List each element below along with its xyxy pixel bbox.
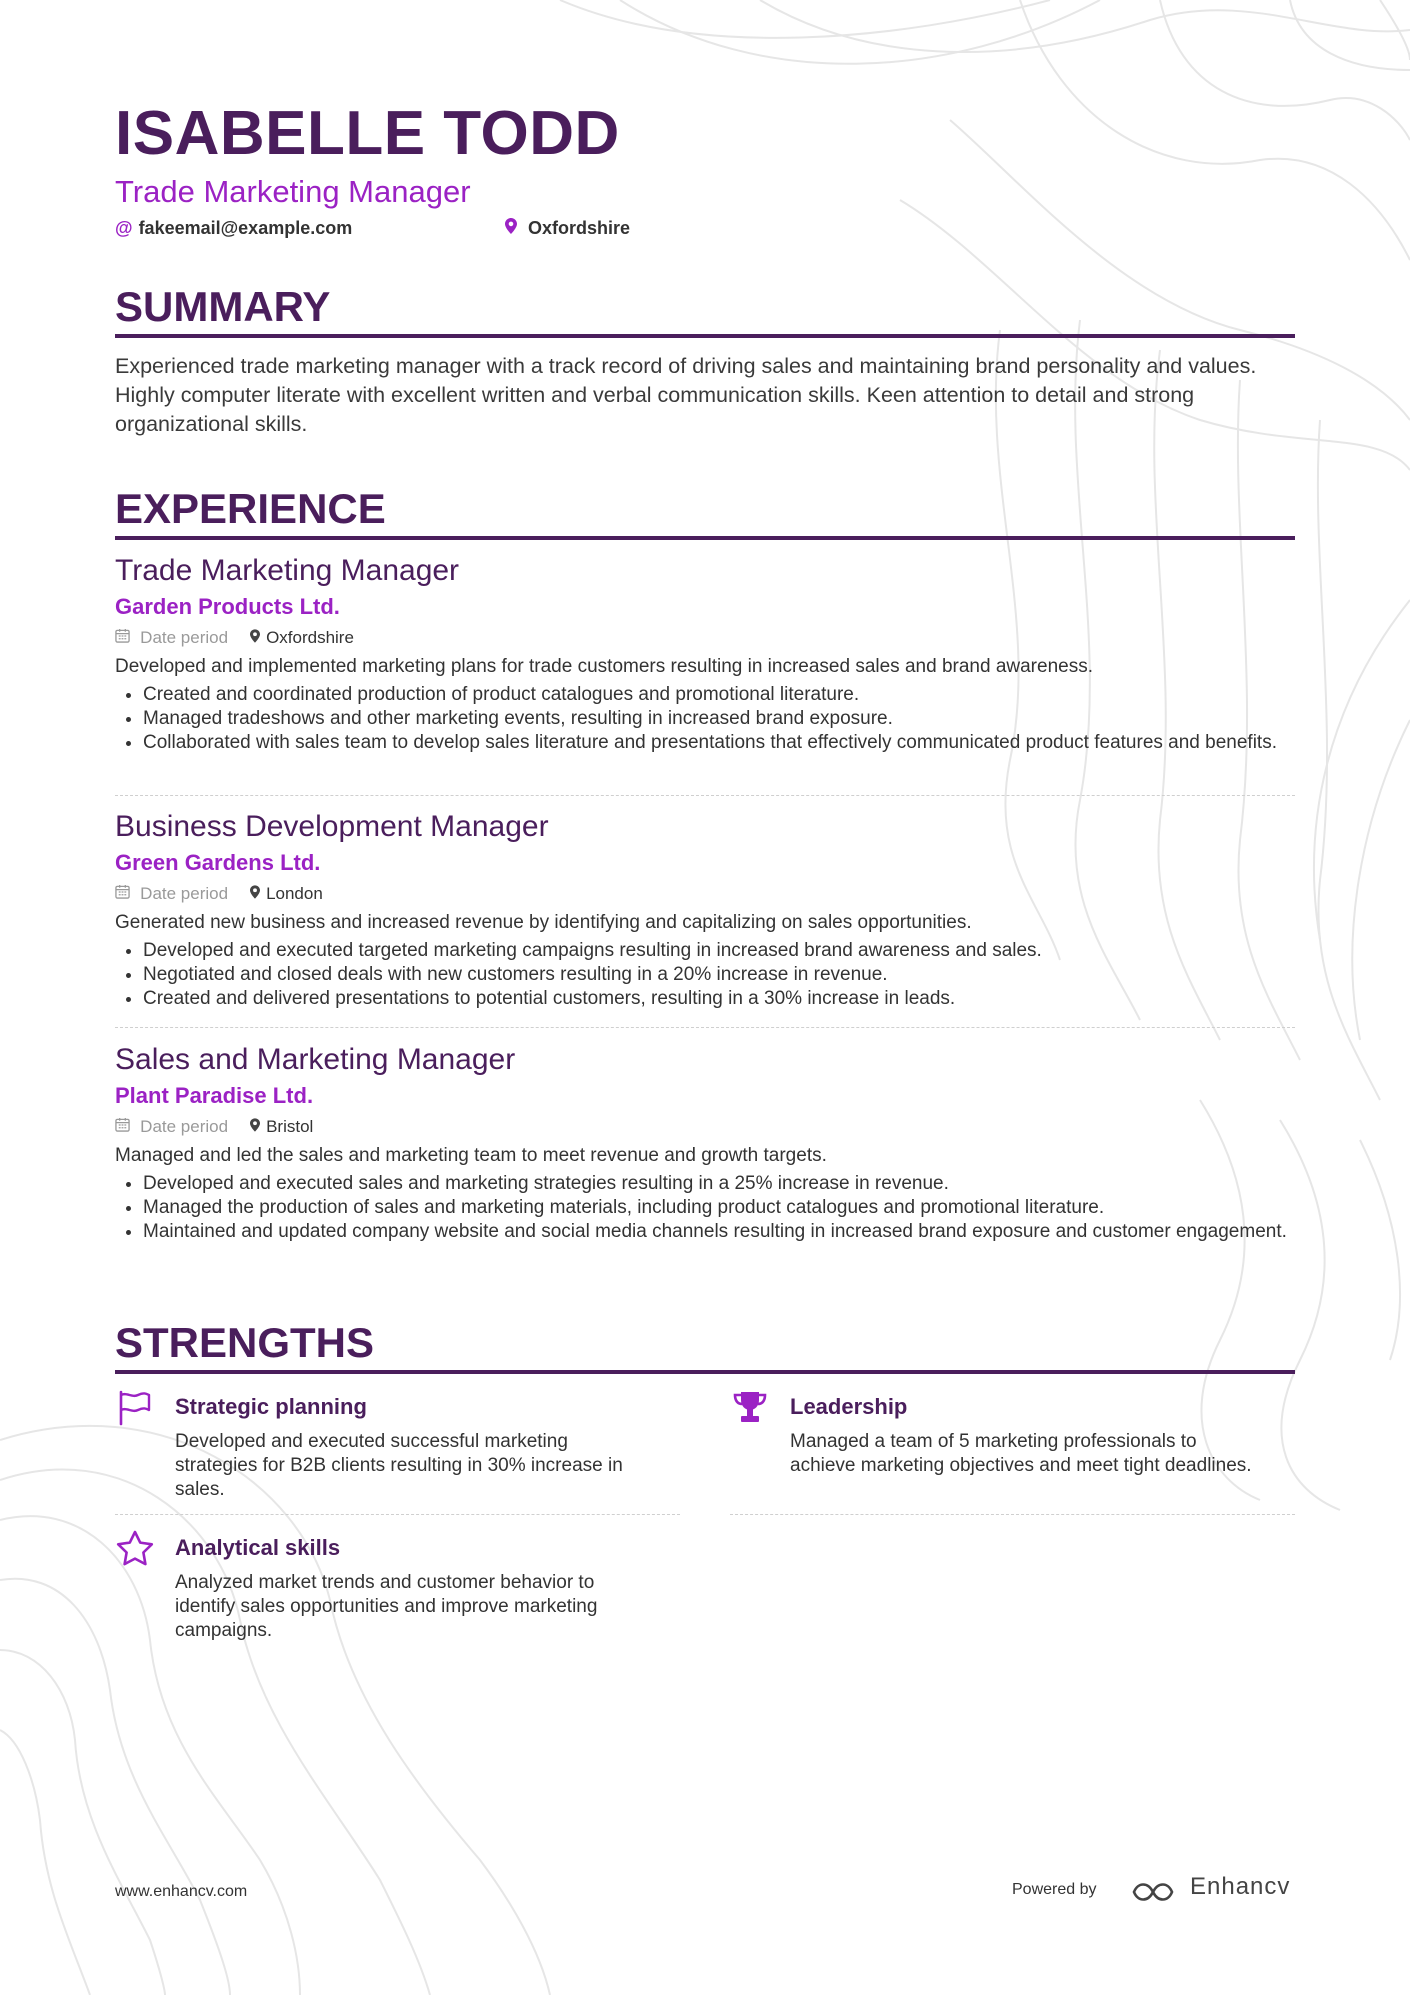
job-bullets: [115, 939, 1295, 1011]
strength-description: Analyzed market trends and customer behavior to identify sales opportunities and improve marketing campaigns.: [175, 1572, 598, 1641]
job-bullet: • Developed and executed targeted marketing campaigns resulting in increased brand awareness and sales.: [143, 939, 1295, 963]
experience-item: [115, 1041, 1295, 1244]
calendar-icon: [115, 630, 134, 647]
job-divider: [115, 1027, 1295, 1028]
job-company: Garden Products Ltd.: [115, 594, 340, 619]
strength-title: Leadership: [790, 1394, 908, 1419]
strength-divider: [115, 1514, 680, 1515]
job-date: Date period: [140, 1117, 229, 1136]
job-bullet: • Created and coordinated production of product catalogues and promotional literature.: [143, 683, 1295, 707]
candidate-title: Trade Marketing Manager: [115, 174, 471, 209]
location-pin-icon: [250, 886, 260, 903]
calendar-icon: [115, 886, 134, 903]
strength-description: Managed a team of 5 marketing professionals to achieve marketing objectives and meet tight deadlines.: [790, 1431, 1252, 1476]
job-bullet: • Developed and executed sales and marketing strategies resulting in a 25% increase in revenue.: [143, 1172, 1295, 1196]
contact-email[interactable]: [115, 216, 352, 240]
location-pin-icon: [250, 1119, 260, 1136]
job-date: Date period: [140, 884, 229, 903]
job-bullets: [115, 1172, 1295, 1244]
job-location: Oxfordshire: [266, 628, 354, 647]
location-pin-icon: [250, 630, 260, 647]
job-bullet: • Maintained and updated company website and social media channels resulting in increased brand exposure and customer engagement.: [143, 1220, 1295, 1244]
candidate-name: ISABELLE TODD: [115, 99, 620, 168]
at-icon: @: [115, 218, 133, 238]
location-text: Oxfordshire: [528, 218, 631, 238]
job-meta: [115, 1115, 1295, 1140]
job-bullet: • Negotiated and closed deals with new customers resulting in a 20% increase in revenue.: [143, 963, 1295, 987]
calendar-icon: [115, 1119, 134, 1136]
job-bullet: • Created and delivered presentations to potential customers, resulting in a 30% increase in leads.: [143, 987, 1295, 1011]
job-location: Bristol: [266, 1117, 314, 1136]
job-role: Business Development Manager: [115, 810, 549, 843]
brand-name: Enhancv: [1190, 1873, 1291, 1900]
section-title-strengths: STRENGTHS: [115, 1318, 1295, 1374]
job-divider: [115, 795, 1295, 796]
location-pin-icon: [505, 218, 522, 238]
job-description: Generated new business and increased revenue by identifying and capitalizing on sales opportunities.: [115, 912, 972, 933]
strength-description: Developed and executed successful marketing strategies for B2B clients resulting in 30% increase in sales.: [175, 1431, 623, 1500]
job-company: Green Gardens Ltd.: [115, 850, 321, 875]
contact-location: [505, 216, 630, 240]
job-description: Developed and implemented marketing plans for trade customers resulting in increased sales and brand awareness.: [115, 656, 1093, 677]
strength-divider: [730, 1514, 1295, 1515]
job-bullet: • Collaborated with sales team to develop sales literature and presentations that effectively communicated product features and benefits.: [143, 731, 1295, 755]
section-title-summary: SUMMARY: [115, 282, 1295, 338]
email-text: fakeemail@example.com: [138, 218, 353, 238]
job-date: Date period: [140, 628, 229, 647]
job-meta: [115, 626, 1295, 651]
experience-item: [115, 808, 1295, 1011]
job-bullets: [115, 683, 1295, 755]
job-bullet: • Managed tradeshows and other marketing events, resulting in increased brand exposure.: [143, 707, 1295, 731]
flag-icon: [115, 1388, 155, 1428]
strength-title: Analytical skills: [175, 1535, 341, 1560]
powered-by-label: Powered by: [1012, 1881, 1097, 1898]
job-role: Trade Marketing Manager: [115, 554, 460, 587]
footer-url[interactable]: www.enhancv.com: [115, 1883, 248, 1900]
job-location: London: [266, 884, 323, 903]
job-role: Sales and Marketing Manager: [115, 1043, 516, 1076]
job-meta: [115, 882, 1295, 907]
star-icon: [115, 1529, 155, 1569]
trophy-icon: [730, 1388, 770, 1428]
job-description: Managed and led the sales and marketing team to meet revenue and growth targets.: [115, 1145, 827, 1166]
strength-title: Strategic planning: [175, 1394, 367, 1419]
job-bullet: • Managed the production of sales and marketing materials, including product catalogues and promotional literature.: [143, 1196, 1295, 1220]
job-company: Plant Paradise Ltd.: [115, 1083, 314, 1108]
enhancv-logo-icon: [1130, 1872, 1180, 1912]
summary-text: Experienced trade marketing manager with a track record of driving sales and maintaining brand personality and values. Highly computer literate with excellent written and verbal communication skills. Keen attention to detail and strong organizational skills.: [115, 354, 1257, 436]
experience-item: [115, 552, 1295, 755]
section-title-experience: EXPERIENCE: [115, 484, 1295, 540]
